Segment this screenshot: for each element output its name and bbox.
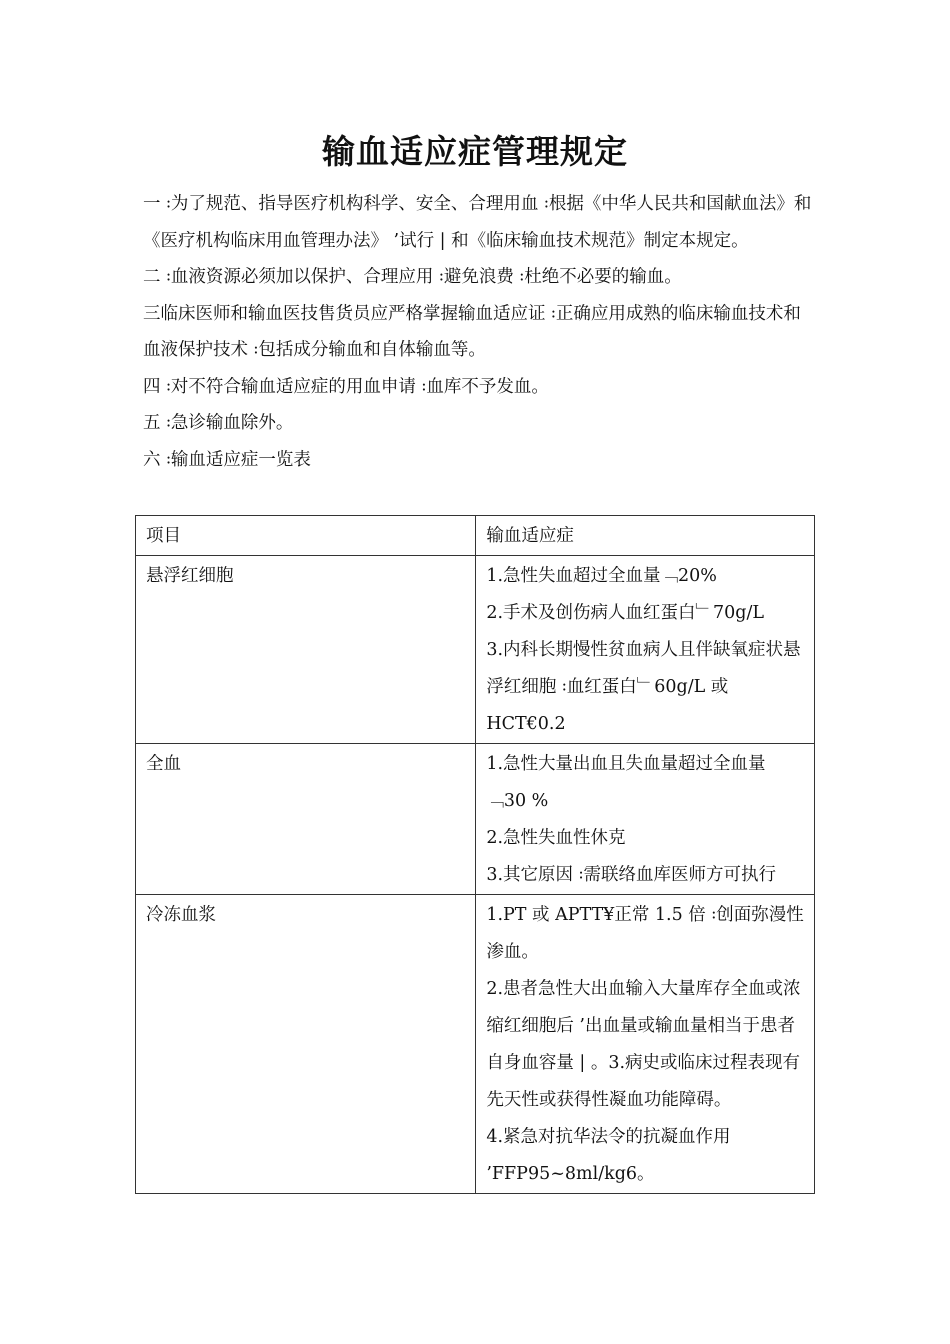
- paragraph-2: 二 ꞉血液资源必须加以保护、合理应用 ꞉避免浪费 ꞉杜绝不必要的输血。: [143, 267, 682, 287]
- indication-line: 3.其它原因 ꞉需联络血库医师方可执行: [486, 865, 776, 885]
- paragraph-1: 一 ꞉为了规范、指导医疗机构科学、安全、合理用血 ꞉根据《中华人民共和国献血法》和《医疗机构临床用血管理办法》 ’试行 | 和《临床输血技术规范》制定本规定。: [143, 194, 812, 251]
- indication-line: 4.紧急对抗华法令的抗凝血作用 ’FFP95~8ml/kg6。: [486, 1127, 731, 1184]
- indication-line: 3.内科长期慢性贫血病人且伴缺氧症状悬浮红细胞 ꞉血红蛋白﹂60g/L 或HCT€0.2: [486, 640, 801, 734]
- indication-line: 1.急性失血超过全血量﹁20%: [486, 566, 717, 586]
- indication-table: [135, 515, 815, 1194]
- row-item: 悬浮红细胞: [136, 556, 476, 744]
- indication-line: 2.患者急性大出血输入大量库存全血或浓缩红细胞后 ’出血量或输血量相当于患者自身血容量 | 。3.病史或临床过程表现有先天性或获得性凝血功能障碍。: [486, 979, 801, 1110]
- row-indications: [476, 556, 815, 744]
- table-header-row: [136, 516, 815, 556]
- indication-line: 1.PT 或 APTT¥正常 1.5 倍 ꞉创面弥漫性渗血。: [486, 905, 804, 962]
- header-item: 项目: [136, 516, 476, 556]
- table-row: [136, 744, 815, 895]
- row-indications: [476, 744, 815, 895]
- intro-text: [143, 186, 815, 478]
- paragraph-4: 四 ꞉对不符合输血适应症的用血申请 ꞉血库不予发血。: [143, 376, 549, 397]
- paragraph-5: 五 ꞉急诊输血除外。: [143, 413, 294, 433]
- paragraph-3: 三临床医师和输血医技售货员应严格掌握输血适应证 ꞉正确应用成熟的临床输血技术和血液保护技术 ꞉包括成分输血和自体输血等。: [143, 303, 801, 360]
- row-item: 全血: [136, 744, 476, 895]
- header-indication: 输血适应症: [476, 516, 815, 556]
- table-row: [136, 895, 815, 1194]
- indication-line: 1.急性大量出血且失血量超过全血量﹁30 %: [486, 754, 766, 811]
- page-title: 输血适应症管理规定: [322, 132, 628, 171]
- indication-line: 2.急性失血性休克: [486, 828, 626, 848]
- indication-line: 2.手术及创伤病人血红蛋白﹂70g/L: [486, 603, 765, 623]
- row-indications: [476, 895, 815, 1194]
- paragraph-6: 六 ꞉输血适应症一览表: [143, 449, 311, 470]
- table-row: [136, 556, 815, 744]
- row-item: 冷冻血浆: [136, 895, 476, 1194]
